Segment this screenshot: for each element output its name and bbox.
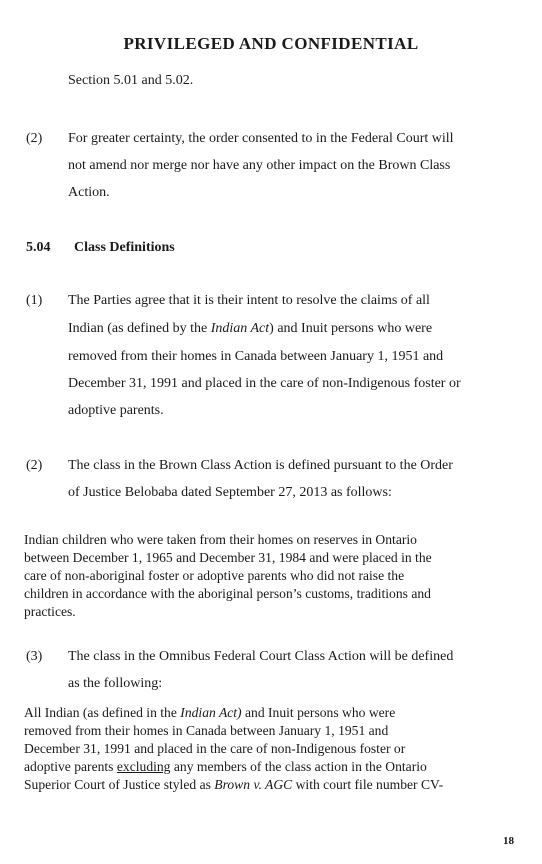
paragraph-line: The class in the Omnibus Federal Court Class Action will be defined [68, 649, 454, 664]
italic-act-name: Indian Act) [180, 705, 242, 720]
quoted-definition-line: children in accordance with the aboriginal person’s customs, traditions and [24, 586, 431, 601]
text-run: and Inuit persons who were [241, 705, 396, 720]
quoted-definition-line: practices. [24, 604, 76, 619]
continued-text: Section 5.01 and 5.02. [68, 73, 194, 88]
paragraph-line: adoptive parents. [68, 403, 164, 418]
paragraph-line: as the following: [68, 676, 163, 691]
paragraph-number: (2) [26, 458, 43, 473]
text-run: Superior Court of Justice styled as [24, 777, 215, 792]
paragraph-line: December 31, 1991 and placed in the care of non-Indigenous foster or [68, 376, 461, 391]
paragraph-number: (2) [26, 131, 43, 146]
paragraph-line: Action. [68, 185, 110, 200]
section-number: 5.04 [26, 240, 51, 255]
paragraph-line: For greater certainty, the order consented to in the Federal Court will [68, 131, 454, 146]
quoted-definition-line [24, 758, 427, 775]
quoted-definition-line: between December 1, 1965 and December 31, 1984 and were placed in the [24, 550, 432, 565]
section-title: Class Definitions [74, 240, 175, 255]
paragraph-line [68, 320, 432, 338]
paragraph-number: (1) [26, 293, 43, 308]
paragraph-line: The Parties agree that it is their intent to resolve the claims of all [68, 293, 430, 308]
paragraph-line: of Justice Belobaba dated September 27, 2013 as follows: [68, 485, 392, 500]
text-run: any members of the class action in the Ontario [170, 759, 427, 774]
quoted-definition-line: removed from their homes in Canada between January 1, 1951 and [24, 723, 389, 738]
paragraph-line: The class in the Brown Class Action is defined pursuant to the Order [68, 458, 453, 473]
quoted-definition-line: December 31, 1991 and placed in the care of non-Indigenous foster or [24, 741, 406, 756]
text-run: ) and Inuit persons who were [269, 321, 433, 336]
text-run: All Indian (as defined in the [24, 705, 181, 720]
paragraph-line: removed from their homes in Canada between January 1, 1951 and [68, 349, 444, 364]
underlined-term: excluding [116, 759, 171, 774]
italic-case-name: Brown v. AGC [214, 777, 293, 792]
quoted-definition-line: care of non-aboriginal foster or adoptive parents who did not raise the [24, 568, 405, 583]
paragraph-line: not amend nor merge nor have any other impact on the Brown Class [68, 158, 451, 173]
italic-act-name: Indian Act [210, 321, 270, 336]
page-number: 18 [503, 835, 514, 847]
quoted-definition-line [24, 704, 395, 721]
text-run: Indian (as defined by the [68, 321, 211, 336]
quoted-definition-line: Indian children who were taken from their homes on reserves in Ontario [24, 532, 417, 547]
quoted-definition-line [24, 776, 443, 793]
paragraph-number: (3) [26, 649, 43, 664]
page-header: PRIVILEGED AND CONFIDENTIAL [123, 34, 419, 53]
text-run: adoptive parents [24, 759, 117, 774]
text-run: with court file number CV- [292, 777, 444, 792]
